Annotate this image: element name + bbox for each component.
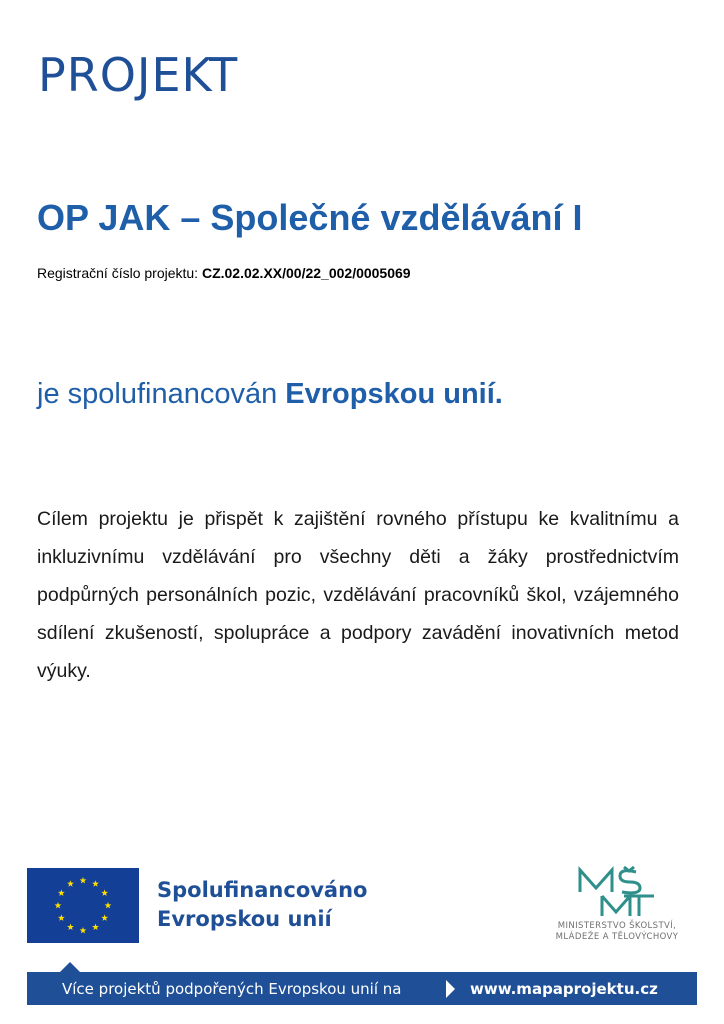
footer-text: Více projektů podpořených Evropskou unií na bbox=[62, 980, 402, 998]
eu-star-icon bbox=[101, 889, 108, 896]
eu-star-icon bbox=[55, 902, 62, 909]
eu-star-icon bbox=[101, 914, 108, 921]
registration-number bbox=[37, 265, 411, 281]
project-goal-paragraph: Cílem projektu je přispět k zajištění rovného přístupu ke kvalitnímu a inkluzivnímu vzdělávání pro všechny děti a žáky prostřednictvím podpůrných personálních pozic, vzdělávání pracovníků škol, vzájemného sdílení zkušeností, spolupráce a podpory zavádění inovativních metod výuky. bbox=[37, 508, 679, 682]
eu-star-icon bbox=[92, 880, 99, 887]
eu-logo-line1: Spolufinancováno bbox=[157, 878, 368, 902]
eu-star-icon bbox=[105, 902, 112, 909]
cofinancing-prefix: je spolufinancován bbox=[37, 378, 278, 410]
footer-url-link[interactable]: www.mapaprojektu.cz bbox=[470, 980, 658, 998]
eu-star-icon bbox=[58, 889, 65, 896]
eu-star-icon bbox=[58, 914, 65, 921]
cofinancing-statement bbox=[37, 378, 503, 411]
ministry-name-line1: MINISTERSTVO ŠKOLSTVÍ, bbox=[557, 921, 677, 931]
eu-flag-icon bbox=[27, 868, 139, 943]
eu-star-icon bbox=[67, 924, 74, 931]
ministry-name-line2: MLÁDEŽE A TĚLOVÝCHOVY bbox=[555, 932, 679, 942]
eu-logo-line2: Evropskou unií bbox=[157, 907, 332, 931]
eu-cofinanced-logo-text bbox=[157, 876, 367, 934]
registration-label: Registrační číslo projektu: bbox=[37, 265, 199, 281]
registration-value: CZ.02.02.XX/00/22_002/0005069 bbox=[201, 265, 411, 281]
eu-star-icon bbox=[67, 880, 74, 887]
eu-star-icon bbox=[92, 924, 99, 931]
ministry-logo bbox=[532, 866, 702, 946]
page-heading: PROJEKT bbox=[38, 48, 239, 102]
eu-star-icon bbox=[80, 877, 87, 884]
ministry-name bbox=[532, 921, 702, 943]
msmt-logo-icon bbox=[576, 866, 656, 918]
eu-star-icon bbox=[80, 927, 87, 934]
project-title: OP JAK – Společné vzdělávání I bbox=[37, 197, 583, 238]
arrow-right-icon bbox=[446, 980, 455, 998]
cofinancing-eu: Evropskou unií. bbox=[285, 378, 503, 410]
